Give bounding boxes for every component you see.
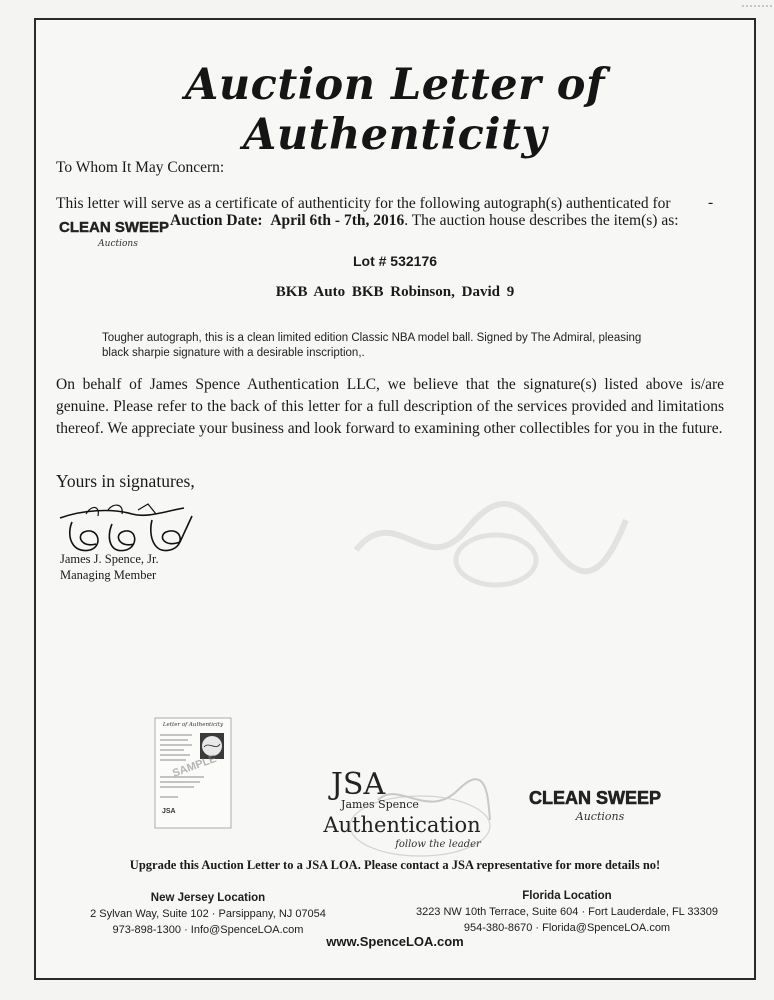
upgrade-notice: Upgrade this Auction Letter to a JSA LOA. Please contact a JSA representative for more details no! <box>129 858 661 872</box>
clean-sweep-large-subtext: Auctions <box>575 810 625 823</box>
item-title: BKB Auto BKB Robinson, David 9 <box>275 284 515 300</box>
jsa-line1: James Spence <box>341 798 419 811</box>
nj-contact: 973-898-1300 · Info@SpenceLOA.com <box>112 924 304 936</box>
sample-thumb-title: Letter of Authenticity <box>162 722 224 728</box>
auction-date-label: Auction Date: <box>170 212 263 229</box>
lot-number: Lot # 532176 <box>352 253 438 269</box>
jsa-logo <box>308 760 498 860</box>
sample-letter-thumbnail <box>154 717 232 829</box>
fl-contact: 954-380-8670 · Florida@SpenceLOA.com <box>463 922 671 934</box>
signer-title: Managing Member <box>60 568 157 582</box>
item-description-line1: Tougher autograph, this is a clean limited edition Classic NBA model ball. Signed by The Admiral, pleasing <box>102 332 642 344</box>
nj-location <box>88 890 328 938</box>
sample-jsa-mark: JSA <box>162 808 176 815</box>
auction-date-value: April 6th - 7th, 2016 <box>270 212 405 229</box>
jsa-tagline: follow the leader <box>395 839 481 850</box>
body-paragraph: On behalf of James Spence Authentication LLC, we believe that the signature(s) listed above is/are genuine. Please refer to the back of this letter for a full description of the services provided and limitations thereof. We appreciate your business and look forward to examining other collectibles for you in the future. <box>56 376 724 437</box>
salutation: To Whom It May Concern: <box>56 159 225 176</box>
item-description <box>102 331 702 361</box>
item-description-line2: black sharpie signature with a desirable inscription,. <box>102 347 365 359</box>
signature-image <box>52 496 202 556</box>
auction-tail: . The auction house describes the item(s) as: <box>404 212 679 229</box>
clean-sweep-logo-large <box>528 782 662 832</box>
clean-sweep-large-text: CLEAN SWEEP <box>528 788 662 808</box>
intro-text: This letter will serve as a certificate of authenticity for the following autograph(s) authenticated for <box>56 195 671 212</box>
sample-stamp: SAMPLE <box>170 752 219 780</box>
nj-heading: New Jersey Location <box>150 892 266 904</box>
nj-address: 2 Sylvan Way, Suite 102 · Parsippany, NJ 07054 <box>90 908 326 920</box>
intro-dash: - <box>708 194 714 211</box>
clean-sweep-small-text: CLEAN SWEEP <box>58 219 170 236</box>
fl-address: 3223 NW 10th Terrace, Suite 604 · Fort Lauderdale, FL 33309 <box>415 906 719 918</box>
signer-name: James J. Spence, Jr. <box>60 552 159 566</box>
fl-location <box>408 888 726 936</box>
website-link[interactable]: www.SpenceLOA.com <box>326 934 464 949</box>
jsa-mark: JSA <box>330 767 386 802</box>
jsa-line2: Authentication <box>323 813 481 837</box>
watermark-signature <box>336 460 636 610</box>
clean-sweep-small-subtext: Auctions <box>98 239 138 249</box>
closing: Yours in signatures, <box>56 471 195 491</box>
clean-sweep-logo-small <box>58 214 170 254</box>
letter-page <box>34 18 756 980</box>
corner-scan-mark <box>742 0 774 12</box>
fl-heading: Florida Location <box>522 890 612 902</box>
page-title: Auction Letter of Authenticity <box>185 60 605 160</box>
auction-date-line <box>170 211 679 230</box>
